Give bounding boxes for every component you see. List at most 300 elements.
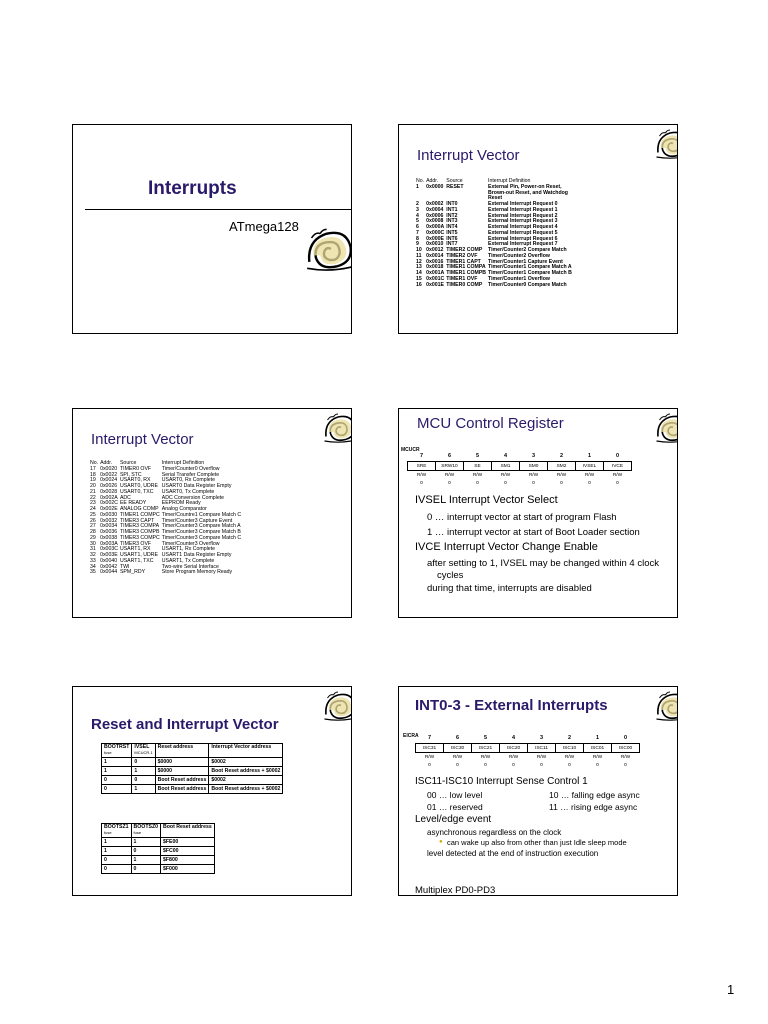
cell-definition: Timer/Counter3 Compare Match B: [161, 529, 241, 535]
header-label: Boot Reset address: [163, 824, 212, 830]
ivce-detail-1-cont: cycles: [437, 570, 464, 581]
bootsz-table: [101, 823, 215, 874]
snail-icon: [305, 225, 352, 277]
header-label: IVSEL: [134, 744, 150, 750]
cell-no: 21: [90, 488, 96, 495]
table-cell: 0: [102, 776, 132, 785]
cell-no: 14: [416, 270, 422, 276]
cell-definition: External Interrupt Request 1: [488, 206, 558, 213]
cell-source: TIMER3 CAPT: [119, 517, 155, 524]
cell-definition: Timer/Counter0 Compare Match: [488, 281, 567, 288]
header-addr: Addr.: [100, 460, 113, 466]
cell-definition: External Interrupt Request 0: [488, 201, 558, 207]
cell-no: 18: [90, 471, 96, 478]
cell-source: TIMER1 OVF: [446, 275, 478, 282]
cell-source: TIMER1 COMPB: [446, 270, 487, 276]
register-access-cell: R/W: [556, 472, 567, 478]
table-cell: Boot Reset address + $0002: [209, 785, 283, 794]
cell-no: 33: [90, 557, 96, 564]
register-init-cell: 0: [428, 762, 431, 768]
cell-addr: 0x002A: [100, 494, 118, 501]
slide-title: MCU Control Register: [417, 415, 564, 432]
register-access-cell: R/W: [584, 472, 595, 478]
register-init-cell: 0: [456, 762, 459, 768]
slide-title: Reset and Interrupt Vector: [91, 716, 279, 733]
header-cell: [132, 744, 155, 758]
cell-definition: External Interrupt Request 5: [488, 229, 558, 236]
register-bits-row: [408, 451, 632, 462]
cell-addr: 0x0030: [100, 511, 118, 518]
header-source: Source: [119, 460, 137, 466]
cell-source: INT1: [446, 206, 458, 213]
table-row: [102, 838, 215, 847]
level-edge-heading: Level/edge event: [415, 814, 492, 825]
register-access-cell: R/W: [612, 472, 623, 478]
table-cell: $F800: [161, 856, 215, 865]
cell-no: 22: [90, 494, 96, 501]
snail-icon: [655, 689, 678, 725]
register-access-cell: R/W: [480, 754, 491, 760]
multiplex-note: Multiplex PD0-PD3: [415, 885, 496, 896]
cell-no: 17: [90, 465, 96, 472]
register-access-cell: R/W: [508, 754, 519, 760]
table-header: [102, 824, 215, 838]
cell-source: TIMER3 COMPC: [119, 534, 160, 541]
register-bits-cell: 0: [623, 735, 628, 741]
cell-no: 31: [90, 546, 96, 553]
bullet-icon: ●: [439, 839, 443, 845]
cell-source: USART1, TXC: [119, 557, 154, 564]
cell-source: TIMER3 OVF: [119, 540, 152, 547]
cell-no: 2: [416, 201, 419, 207]
cell-addr: 0x0004: [426, 206, 444, 213]
title-divider: [85, 209, 351, 210]
cell-addr: 0x001E: [426, 281, 444, 288]
table-cell: Boot Reset address: [155, 776, 209, 785]
register-bits-cell: 6: [455, 735, 460, 741]
cell-addr: 0x0038: [100, 534, 118, 541]
cell-addr: 0x0008: [426, 218, 444, 225]
isc-option-01: 01 … reserved: [427, 802, 483, 812]
slide-title: Interrupt Vector: [417, 147, 520, 164]
cell-definition: External Interrupt Request 3: [488, 218, 558, 225]
register-bits-cell: 2: [567, 735, 572, 741]
isc-option-11: 11 … rising edge async: [549, 802, 638, 812]
register-bits-row: [416, 733, 640, 744]
register-names-cell: SM0: [520, 462, 548, 471]
cell-definition: External Pin, Power-on Reset, Brown-out Reset, and Watchdog Reset: [488, 183, 568, 202]
snail-icon: [323, 689, 352, 725]
cell-definition: Serial Transfer Complete: [161, 471, 220, 478]
cell-definition: USART0, Tx Complete: [161, 488, 215, 495]
cell-source: USART1, RX: [119, 546, 151, 553]
cell-definition: External Interrupt Request 7: [488, 241, 558, 248]
header-definition: Interrupt Definition: [488, 178, 531, 184]
register-access-cell: R/W: [500, 472, 511, 478]
slide-interrupts: [72, 124, 352, 334]
cell-no: 7: [416, 229, 419, 236]
register-table: [415, 733, 640, 769]
cell-no: 16: [416, 281, 422, 288]
cell-source: SPI, STC: [119, 471, 142, 478]
cell-definition: External Interrupt Request 2: [488, 212, 558, 219]
snail-icon: [655, 411, 678, 447]
table-header: [102, 744, 283, 758]
cell-no: 35: [90, 569, 96, 576]
register-name: EICRA: [403, 733, 419, 739]
header-addr: Addr.: [426, 178, 439, 184]
register-access-cell: R/W: [620, 754, 631, 760]
header-no: No.: [416, 178, 425, 184]
table-cell: 1: [131, 856, 161, 865]
ivsel-option-1: 1 … interrupt vector at start of Boot Loader section: [427, 527, 640, 538]
header-cell: [131, 824, 161, 838]
cell-definition: External Interrupt Request 6: [488, 235, 558, 242]
cell-no: 8: [416, 235, 419, 242]
slide-interrupt-vector-1: [398, 124, 678, 334]
register-bits-cell: 3: [531, 453, 536, 459]
table-cell: $FE00: [161, 838, 215, 847]
cell-addr: 0x0034: [100, 523, 118, 530]
register-access-cell: R/W: [592, 754, 603, 760]
header-sublabel: fuse: [104, 750, 112, 755]
cell-addr: 0x003C: [100, 546, 118, 553]
register-init-cell: 0: [560, 480, 563, 486]
cell-addr: 0x0044: [100, 569, 118, 576]
register-names-cell: ISC00: [612, 744, 640, 753]
register-bits-cell: 5: [483, 735, 488, 741]
cell-addr: 0x001A: [426, 270, 445, 276]
bootrst-table: [101, 743, 283, 794]
cell-source: USART0, RX: [119, 477, 151, 484]
cell-no: 30: [90, 540, 96, 547]
table-row: [102, 847, 215, 856]
header-no: No.: [90, 460, 99, 466]
register-names-cell: ISC10: [556, 744, 584, 753]
header-cell: [209, 744, 283, 758]
table-cell: 0: [132, 758, 155, 767]
cell-no: 6: [416, 224, 419, 230]
register-table: [407, 451, 632, 487]
register-bits-cell: 7: [419, 453, 424, 459]
cell-addr: 0x0018: [426, 264, 444, 271]
register-init-cell: 0: [568, 762, 571, 768]
cell-definition: Timer/Counter1 Compare Match B: [488, 270, 572, 276]
register-init-row: [408, 479, 632, 487]
table-cell: 1: [102, 847, 132, 856]
ivsel-heading: IVSEL Interrupt Vector Select: [415, 494, 558, 506]
cell-addr: 0x0042: [100, 563, 118, 570]
cell-addr: 0x002C: [100, 500, 118, 507]
register-init-cell: 0: [624, 762, 627, 768]
slide-interrupt-vector-2: [72, 408, 352, 618]
header-sublabel: fuse: [104, 830, 112, 835]
register-init-cell: 0: [420, 480, 423, 486]
register-names-cell: ISC20: [500, 744, 528, 753]
ivsel-option-0: 0 … interrupt vector at start of program Flash: [427, 512, 617, 523]
snail-icon: [655, 127, 678, 163]
cell-definition: Timer/Countre1 Compare Match C: [161, 511, 242, 518]
register-names-cell: ISC11: [528, 744, 556, 753]
cell-source: TIMER3 COMPA: [119, 523, 160, 530]
cell-definition: USART0 Data Register Empty: [161, 483, 232, 489]
vector-table: [89, 461, 242, 576]
cell-definition: USART1, Rx Complete: [161, 546, 215, 553]
register-name: MCUCR: [401, 447, 420, 453]
table-cell: $0002: [209, 776, 283, 785]
table-cell: $FC00: [161, 847, 215, 856]
slide-title: INT0-3 - External Interrupts: [415, 697, 608, 714]
register-access-cell: R/W: [528, 472, 539, 478]
register-names-cell: ISC21: [472, 744, 500, 753]
cell-addr: 0x0016: [426, 258, 444, 265]
table-cell: $F000: [161, 865, 215, 874]
cell-addr: 0x0020: [100, 465, 118, 472]
table-cell: 0: [102, 865, 132, 874]
snail-icon: [323, 411, 352, 447]
cell-no: 5: [416, 218, 419, 225]
cell-source: RESET: [446, 183, 464, 190]
cell-definition: External Interrupt Request 4: [488, 224, 558, 230]
table-cell: Boot Reset address + $0002: [209, 767, 283, 776]
cell-source: TIMER1 COMPC: [119, 511, 160, 518]
cell-no: 9: [416, 241, 419, 248]
register-names-cell: SM1: [492, 462, 520, 471]
register-names-cell: SRE: [408, 462, 436, 471]
table-cell: $0002: [209, 758, 283, 767]
cell-definition: Timer/Counter1 Overflow: [488, 275, 550, 282]
cell-definition: Analog Comparator: [161, 506, 207, 512]
cell-definition: Timer/Counter3 Compare Match C: [161, 534, 242, 541]
cell-addr: 0x002E: [100, 506, 118, 512]
cell-no: 4: [416, 212, 419, 219]
register-bits-cell: 3: [539, 735, 544, 741]
cell-definition: Timer/Counter2 Overflow: [488, 252, 550, 259]
cell-no: 12: [416, 258, 422, 265]
cell-definition: ADC Conversion Complete: [161, 494, 225, 501]
table-cell: 0: [102, 785, 132, 794]
register-access-cell: R/W: [564, 754, 575, 760]
cell-source: ADC: [119, 494, 131, 501]
cell-addr: 0x003A: [100, 540, 118, 547]
cell-definition: Store Program Memory Ready: [161, 569, 233, 576]
ivce-detail-1: after setting to 1, IVSEL may be changed within 4 clock: [427, 558, 659, 569]
table-cell: 1: [132, 785, 155, 794]
register-init-cell: 0: [532, 480, 535, 486]
register-access-cell: R/W: [536, 754, 547, 760]
header-label: Interrupt Vector address: [211, 744, 272, 750]
cell-source: TIMER1 CAPT: [446, 258, 481, 265]
cell-source: ANALOG COMP: [119, 506, 159, 512]
table-cell: $0000: [155, 767, 209, 776]
cell-no: 26: [90, 517, 96, 524]
isc-heading: ISC11-ISC10 Interrupt Sense Control 1: [415, 776, 588, 787]
table-cell: 1: [131, 838, 161, 847]
wake-detail: can wake up also from other than just Idle sleep mode: [447, 838, 627, 847]
cell-no: 15: [416, 275, 422, 282]
cell-no: 13: [416, 264, 422, 271]
register-names-cell: ISC01: [584, 744, 612, 753]
cell-definition: USART0, Rx Complete: [161, 477, 215, 484]
register-init-cell: 0: [448, 480, 451, 486]
cell-source: INT0: [446, 201, 458, 207]
cell-addr: 0x0000: [426, 183, 444, 190]
table-row: [89, 570, 242, 576]
register-access-row: [408, 471, 632, 480]
table-row: [102, 785, 283, 794]
register-names-cell: ISC31: [416, 744, 444, 753]
cell-source: INT4: [446, 224, 458, 230]
cell-addr: 0x000A: [426, 224, 445, 230]
cell-source: INT7: [446, 241, 458, 248]
cell-source: INT5: [446, 229, 458, 236]
cell-addr: 0x0006: [426, 212, 444, 219]
slide-subtitle: ATmega128: [229, 219, 299, 234]
register-init-cell: 0: [504, 480, 507, 486]
register-names-cell: SRW10: [436, 462, 464, 471]
table-cell: 1: [102, 767, 132, 776]
cell-addr: 0x0032: [100, 517, 118, 524]
table-cell: 0: [102, 856, 132, 865]
table-cell: 0: [132, 776, 155, 785]
table-row: [102, 856, 215, 865]
cell-addr: 0x0010: [426, 241, 444, 248]
register-names-row: [416, 744, 640, 753]
cell-definition: EEPROM Ready: [161, 500, 201, 507]
table-cell: 0: [131, 865, 161, 874]
cell-no: 1: [416, 183, 419, 190]
table-cell: Boot Reset address: [155, 785, 209, 794]
ivce-heading: IVCE Interrupt Vector Change Enable: [415, 541, 598, 553]
register-bits-cell: 7: [427, 735, 432, 741]
cell-source: USART0, UDRE: [119, 483, 158, 489]
cell-source: TWI: [119, 563, 130, 570]
register-bits-cell: 2: [559, 453, 564, 459]
register-init-cell: 0: [476, 480, 479, 486]
slide-title: Interrupt Vector: [91, 431, 194, 448]
register-init-cell: 0: [540, 762, 543, 768]
register-names-cell: SE: [464, 462, 492, 471]
cell-source: TIMER0 OVF: [119, 465, 152, 472]
cell-addr: 0x0002: [426, 201, 444, 207]
cell-no: 34: [90, 563, 96, 570]
cell-source: TIMER3 COMPB: [119, 529, 160, 535]
cell-source: SPM_RDY: [119, 569, 146, 576]
cell-no: 24: [90, 506, 96, 512]
register-bits-cell: 5: [475, 453, 480, 459]
table-row: [415, 283, 573, 289]
cell-source: USART1, UDRE: [119, 552, 158, 558]
cell-source: EE READY: [119, 500, 147, 507]
cell-addr: 0x001C: [426, 275, 445, 282]
cell-addr: 0x000E: [426, 235, 444, 242]
async-detail: asynchronous regardless on the clock: [427, 828, 562, 837]
slide-mcu-control-register: [398, 408, 678, 618]
cell-no: 20: [90, 483, 96, 489]
register-access-cell: R/W: [472, 472, 483, 478]
page-number: 1: [727, 982, 735, 997]
table-cell: 1: [102, 838, 132, 847]
cell-source: TIMER2 COMP: [446, 247, 483, 253]
isc-option-00: 00 … low level: [427, 790, 483, 800]
cell-no: 3: [416, 206, 419, 213]
register-bits-cell: 1: [587, 453, 592, 459]
register-access-cell: R/W: [444, 472, 455, 478]
isc-option-10: 10 … falling edge async: [549, 790, 640, 800]
cell-definition: Timer/Counter3 Capture Event: [161, 517, 233, 524]
header-label: BOOTSZ1: [104, 824, 129, 830]
slide-reset-and-interrupt-vector: [72, 686, 352, 896]
register-init-cell: 0: [588, 480, 591, 486]
cell-no: 27: [90, 523, 96, 530]
cell-no: 23: [90, 500, 96, 507]
cell-definition: Timer/Counter0 Overflow: [161, 465, 220, 472]
cell-source: TIMER2 OVF: [446, 252, 478, 259]
slide-title: Interrupts: [148, 178, 237, 199]
register-names-row: [408, 462, 632, 471]
header-cell: [161, 824, 215, 838]
ivce-detail-2: during that time, interrupts are disabled: [427, 583, 592, 594]
cell-source: INT3: [446, 218, 458, 225]
cell-definition: Timer/Counter1 Compare Match A: [488, 264, 572, 271]
cell-no: 10: [416, 247, 422, 253]
register-init-row: [416, 761, 640, 769]
table-cell: 0: [131, 847, 161, 856]
cell-addr: 0x0022: [100, 471, 118, 478]
header-label: BOOTSZ0: [133, 824, 158, 830]
cell-definition: Timer/Counter2 Compare Match: [488, 247, 567, 253]
level-detail: level detected at the end of instruction execution: [427, 849, 599, 858]
cell-definition: USART1 Data Register Empty: [161, 552, 232, 558]
register-access-cell: R/W: [424, 754, 435, 760]
cell-no: 29: [90, 534, 96, 541]
cell-addr: 0x0012: [426, 247, 444, 253]
cell-addr: 0x0014: [426, 252, 444, 259]
register-names-cell: ISC30: [444, 744, 472, 753]
table-row: [102, 767, 283, 776]
register-access-cell: R/W: [452, 754, 463, 760]
register-access-row: [416, 753, 640, 762]
table-row: [102, 758, 283, 767]
cell-addr: 0x0036: [100, 529, 118, 535]
register-init-cell: 0: [616, 480, 619, 486]
cell-addr: 0x0024: [100, 477, 118, 484]
table-cell: 1: [102, 758, 132, 767]
cell-source: TIMER0 COMP: [446, 281, 483, 288]
header-sublabel: fuse: [133, 830, 142, 835]
vector-table: [415, 179, 573, 288]
register-bits-cell: 4: [511, 735, 516, 741]
cell-addr: 0x003E: [100, 552, 118, 558]
register-bits-cell: 6: [447, 453, 452, 459]
cell-definition: Timer/Counter3 Overflow: [161, 540, 220, 547]
register-init-cell: 0: [596, 762, 599, 768]
header-cell: [155, 744, 209, 758]
register-bits-cell: 4: [503, 453, 508, 459]
cell-no: 28: [90, 529, 96, 535]
cell-addr: 0x0028: [100, 488, 118, 495]
table-row: [102, 865, 215, 874]
cell-addr: 0x0040: [100, 557, 118, 564]
cell-definition: USART1, Tx Complete: [161, 557, 215, 564]
register-access-cell: R/W: [416, 472, 427, 478]
table-row: [415, 185, 573, 202]
header-label: Reset address: [157, 744, 194, 750]
cell-source: TIMER1 COMPA: [446, 264, 486, 271]
register-init-cell: 0: [512, 762, 515, 768]
cell-source: USART0, TXC: [119, 488, 154, 495]
cell-source: INT6: [446, 235, 458, 242]
